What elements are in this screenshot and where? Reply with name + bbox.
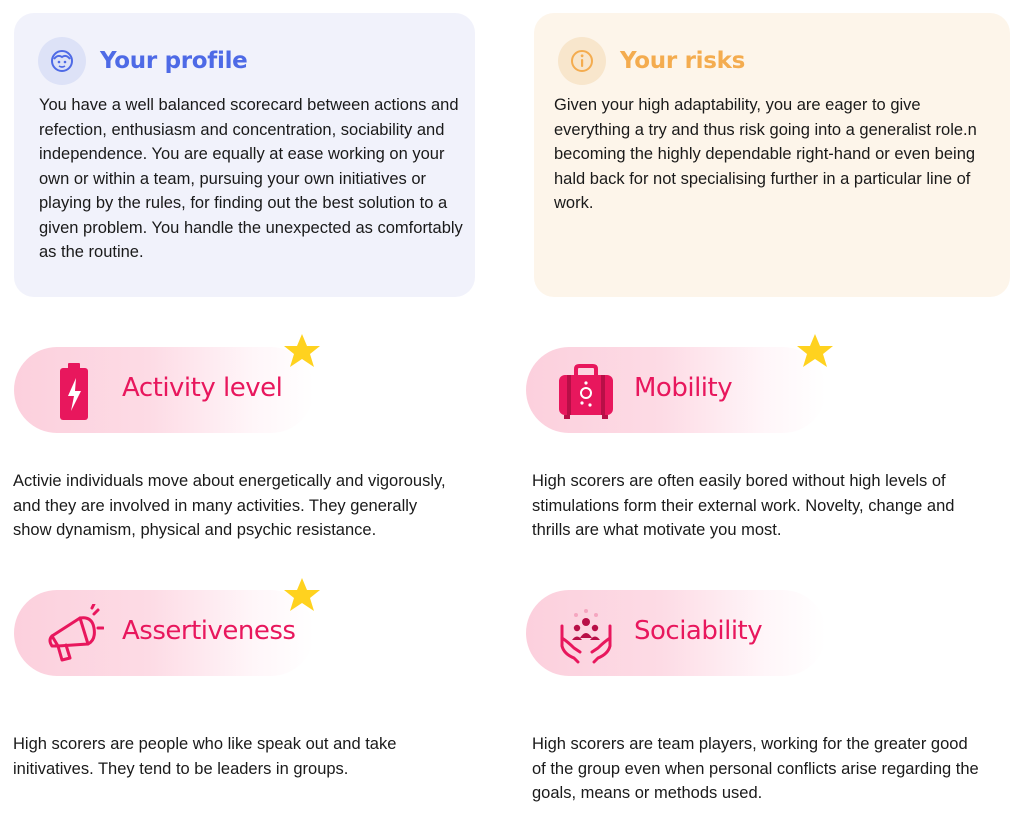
trait-pill-sociability: [526, 590, 826, 676]
info-icon: [558, 37, 606, 85]
profile-body: You have a well balanced scorecard between actions and refection, enthusiasm and concentration, sociability and independence. You are equally at ease working on your own or within a team, pursuing your own initiatives or playing by the rules, for finding out the best solution to a given problem. You handle the unexpected as comfortably as the routine.: [39, 96, 463, 261]
risks-body: Given your high adaptability, you are eager to give everything a try and thus risk going into a generalist role.n becoming the highly dependable right-hand or even being hald back for not specialising further in a particular line of work.: [554, 96, 977, 212]
trait-desc-assertiveness: High scorers are people who like speak out and take initivatives. They tend to be leaders in groups.: [13, 735, 397, 778]
risks-header: [558, 37, 745, 85]
hands-people-icon: [556, 604, 616, 664]
trait-name-activity: Activity level: [122, 373, 283, 403]
trait-pill-activity: [14, 347, 314, 433]
suitcase-icon: [556, 361, 616, 421]
battery-icon: [44, 361, 104, 421]
star-icon: [283, 577, 321, 613]
trait-name-sociability: Sociability: [634, 616, 763, 646]
risks-title: Your risks: [620, 48, 745, 74]
trait-desc-activity: Activie individuals move about energetically and vigorously, and they are involved in many activities. They generally show dynamism, physical and psychic resistance.: [13, 472, 446, 539]
trait-desc-mobility: High scorers are often easily bored without high levels of stimulations form their external work. Novelty, change and thrills are what motivate you most.: [532, 472, 955, 539]
star-icon: [283, 333, 321, 369]
trait-name-mobility: Mobility: [634, 373, 733, 403]
face-icon: [38, 37, 86, 85]
star-icon: [796, 333, 834, 369]
megaphone-icon: [44, 604, 104, 664]
profile-header: [38, 37, 247, 85]
trait-pill-assertiveness: [14, 590, 314, 676]
trait-pill-mobility: [526, 347, 826, 433]
risks-card: [534, 13, 1010, 297]
trait-desc-sociability: High scorers are team players, working for the greater good of the group even when personal conflicts arise regarding the goals, means or methods used.: [532, 735, 979, 802]
profile-card: [14, 13, 475, 297]
profile-title: Your profile: [100, 48, 248, 74]
trait-name-assertiveness: Assertiveness: [122, 616, 296, 646]
